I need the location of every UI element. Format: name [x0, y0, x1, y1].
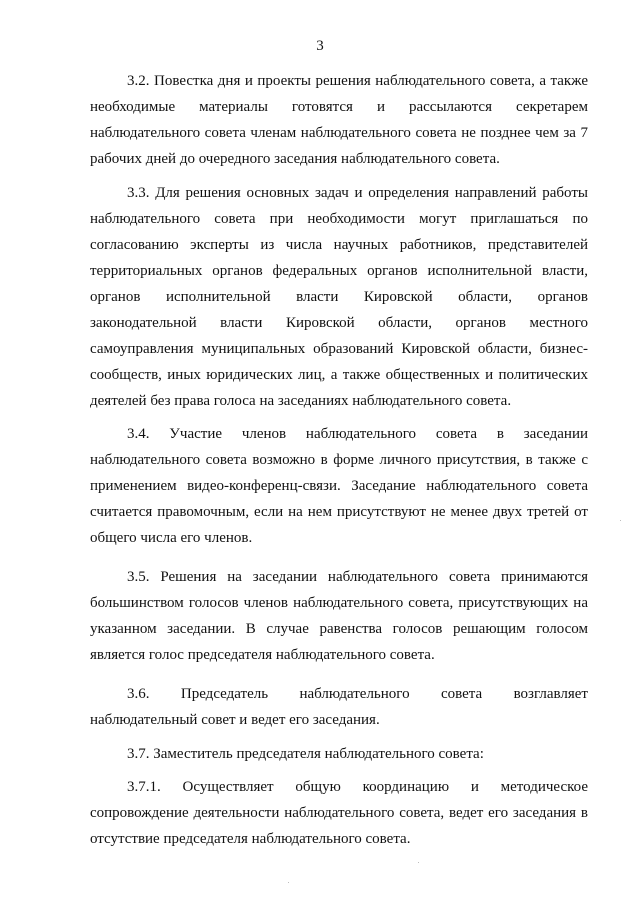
paragraph-3-7-1: 3.7.1. Осуществляет общую координацию и методическое сопровождение деятельности наблюдательного совета, ведет его заседания в отсутствие председателя наблюдательного совета.: [90, 779, 588, 847]
paragraph-3-6: 3.6. Председатель наблюдательного совета возглавляет наблюдательный совет и ведет его заседания.: [90, 686, 588, 728]
paragraph-3-4: 3.4. Участие членов наблюдательного совета в заседании наблюдательного совета возможно в форме личного присутствия, в также с применением видео-конференц-связи. Заседание наблюдательного совета считается правомочным, если на нем присутствуют не менее двух третей от общего числа его членов.: [90, 426, 588, 546]
paragraph-3-5: 3.5. Решения на заседании наблюдательного совета принимаются большинством голосов членов наблюдательного совета, присутствующих на указанном заседании. В случае равенства голосов решающим голосом является голос председателя наблюдательного совета.: [90, 569, 588, 663]
paragraph-3-7: 3.7. Заместитель председателя наблюдательного совета:: [127, 745, 484, 762]
page-number: 3: [316, 38, 324, 54]
scan-speck: [288, 882, 289, 883]
paragraph-3-3: 3.3. Для решения основных задач и определения направлений работы наблюдательного совета при необходимости могут приглашаться по согласованию эксперты из числа научных работников, представителей территориальных органов федеральных органов исполнительной власти, органов исполнительной власти Кировской области, органов законодательной власти Кировской области, органов местного самоуправления муниципальных образований Кировской области, бизнес-сообществ, иных юридических лиц, а также общественных и политических деятелей без права голоса на заседаниях наблюдательного совета.: [90, 184, 588, 409]
scan-speck: [418, 862, 419, 863]
scan-speck: [620, 520, 621, 521]
paragraph-3-2: 3.2. Повестка дня и проекты решения наблюдательного совета, а также необходимые материалы готовятся и рассылаются секретарем наблюдательного совета членам наблюдательного совета не позднее чем за 7 рабочих дней до очередного заседания наблюдательного совета.: [90, 73, 588, 167]
document-body: [90, 68, 588, 860]
